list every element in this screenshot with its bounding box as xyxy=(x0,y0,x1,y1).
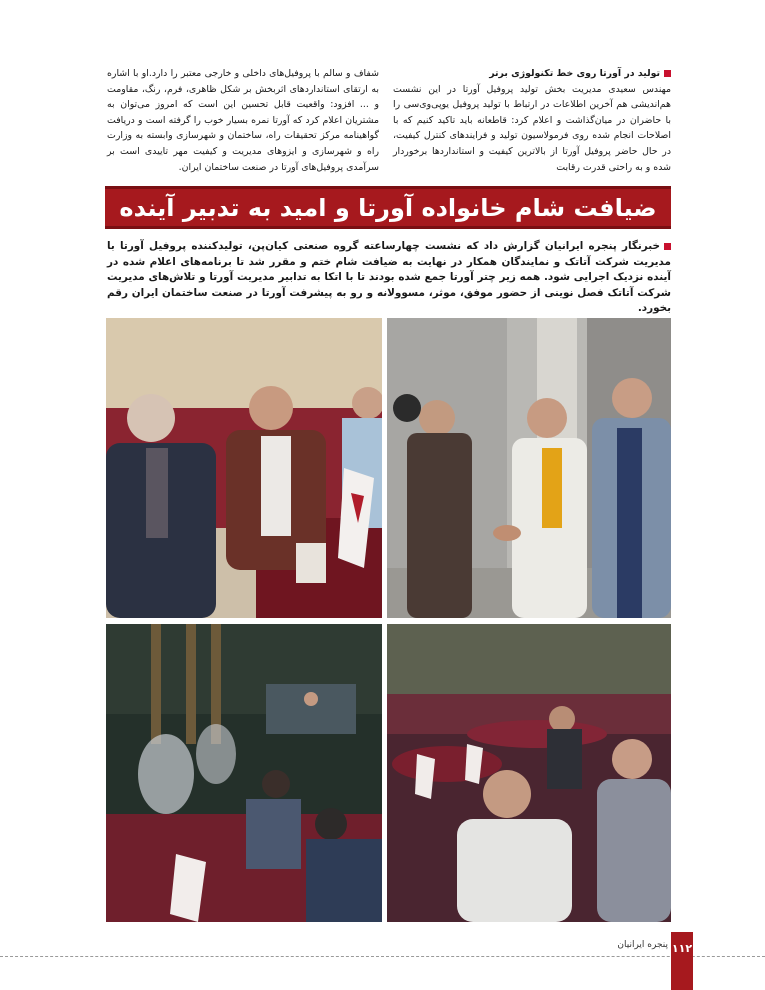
article-title: ضیافت شام خانواده آورتا و امید به تدبیر آینده xyxy=(119,193,657,222)
lead-paragraph: خبرنگار پنجره ایرانیان گزارش داد که نشست چهارساعته گروه صنعتی کیان‌پن، تولیدکننده پروفیل آورتا با مدیریت شرکت آتاتک و نمایندگان همکار در نهایت به ضیافت شام ختم و مقرر شد تا برنامه‌های اعلام شده در آینده نزدیک اجرایی شود. همه زیر چتر آورتا جمع شده بودند تا با اتکا به تدابیر مدیریت آورتا و تلاش‌های مدیریت شرکت آتاتک فصل نوینی از حضور موفق، موثر، مسوولانه و رو به پیشرفت آورتا در صنعت ساختمان ایران رقم بخورد. xyxy=(107,240,671,314)
article-title-banner xyxy=(105,186,671,229)
section-subheading: تولید در آورتا روی خط تکنولوژی برتر xyxy=(393,66,671,82)
article-column-right xyxy=(393,66,671,175)
photo-dinner-tables xyxy=(387,624,671,922)
bullet-icon xyxy=(664,243,671,250)
article-column-left xyxy=(107,66,379,175)
footer-brand: پنجره ایرانیان xyxy=(617,940,668,950)
column-text: مهندس سعیدی مدیریت بخش تولید پروفیل آورتا در این نشست هم‌اندیشی هم آخرین اطلاعات در ارتباط با تولید پروفیل یوپی‌وی‌سی را با حاضران در میان‌گذاشت و اعلام کرد: قاطعانه باید تاکید کنیم که با اصلاحات انجام شده روی فرمولاسیون تولید و فرایندهای کنترل کیفیت، در حال حاضر پروفیل آورتا از بالاترین کیفیت و استانداردها برخوردار شده و به راحتی قدرت رقابت xyxy=(393,83,671,173)
footer-divider xyxy=(0,956,765,957)
column-text: شفاف و سالم با پروفیل‌های داخلی و خارجی معتبر را دارد.او با اشاره به ارتقای استانداردهای اثربخش بر شکل ظاهری، فرم، رنگ، مقاومت و ... افزود: واقعیت قابل تحسین این است که امروز می‌توان به مشتریان اعلام کرد که آورتا نمره بسیار خوب را گرفته است و دریافت گواهینامه مرکز تحقیقات راه، ساختمان و شهرسازی وابسته به وزارت راه و شهرسازی و ایزوهای مدیریت و کیفیت مهر تاییدی است بر سرآمدی پروفیل‌های آورتا در صنعت ساختمان ایران. xyxy=(107,68,379,173)
photo-crowded-hall xyxy=(106,624,382,922)
page-number: ۱۱۲ xyxy=(671,932,693,990)
bullet-icon xyxy=(664,70,671,77)
photo-seated-guests xyxy=(106,318,382,618)
photo-handshake xyxy=(387,318,671,618)
